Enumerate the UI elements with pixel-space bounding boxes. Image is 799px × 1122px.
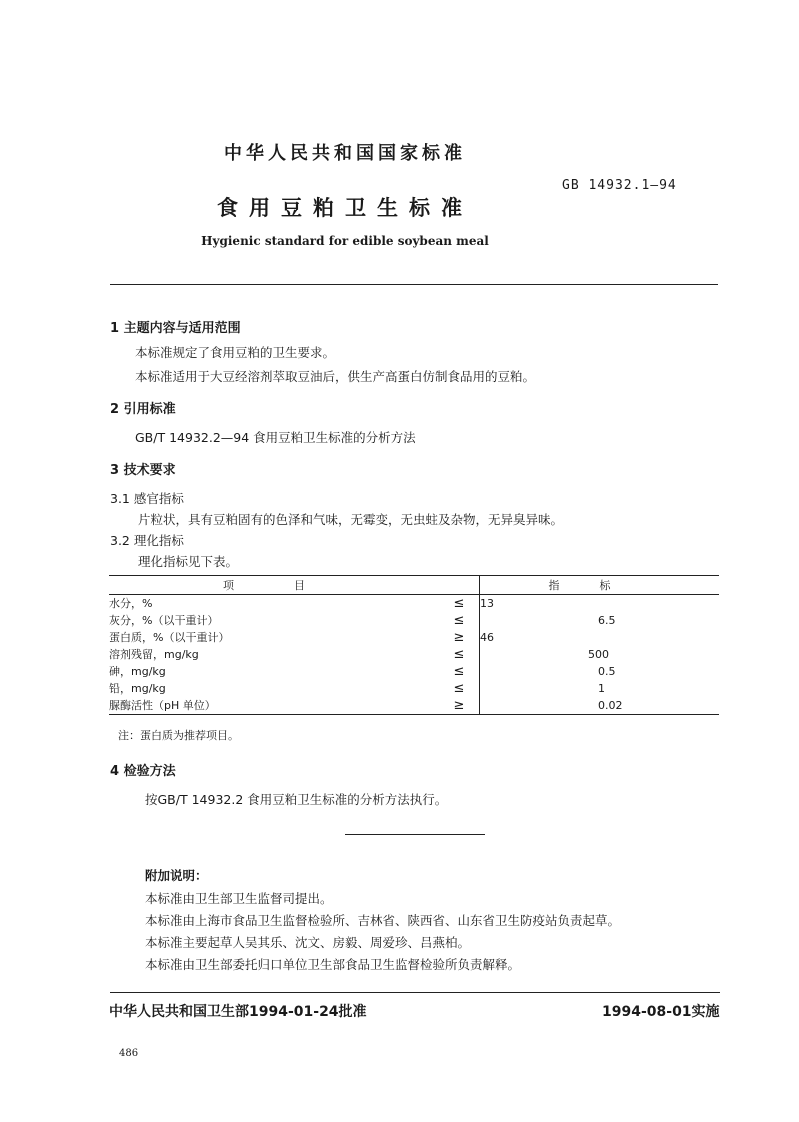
table-header-item: 项目 bbox=[109, 576, 480, 595]
table-row bbox=[109, 646, 719, 663]
row-operator: ≤ bbox=[453, 613, 465, 628]
approval-line: 中华人民共和国卫生部1994-01-24批准 bbox=[109, 1004, 367, 1020]
row-operator: ≤ bbox=[453, 681, 465, 696]
table-header-value: 指标 bbox=[480, 576, 720, 595]
section-3-1-heading: 3.1 感官指标 bbox=[110, 491, 184, 506]
row-operator: ≤ bbox=[453, 647, 465, 662]
section-1-heading: 1 主题内容与适用范围 bbox=[110, 321, 241, 336]
section-2-reference: GB/T 14932.2—94 食用豆粕卫生标准的分析方法 bbox=[135, 430, 416, 445]
table-row bbox=[109, 663, 719, 680]
row-value: 0.5 bbox=[480, 663, 720, 680]
footer-divider bbox=[110, 992, 720, 993]
section-3-2-text: 理化指标见下表。 bbox=[138, 554, 239, 569]
table-row bbox=[109, 612, 719, 629]
national-standard-heading: 中华人民共和国国家标准 bbox=[224, 143, 466, 164]
header-divider bbox=[110, 284, 718, 285]
row-value: 13 bbox=[480, 595, 720, 613]
document-title-english: Hygienic standard for edible soybean meal bbox=[201, 234, 489, 248]
appendix-heading: 附加说明： bbox=[145, 868, 208, 883]
section-end-divider bbox=[345, 834, 485, 835]
row-operator: ≥ bbox=[453, 630, 465, 645]
table-row bbox=[109, 595, 719, 613]
table-row bbox=[109, 697, 719, 715]
appendix-line: 本标准由上海市食品卫生监督检验所、吉林省、陕西省、山东省卫生防疫站负责起草。 bbox=[145, 913, 621, 928]
row-value: 46 bbox=[480, 629, 720, 646]
implementation-date: 1994-08-01实施 bbox=[602, 1004, 720, 1020]
row-item: 灰分，%（以干重计） bbox=[109, 614, 219, 627]
section-4-heading: 4 检验方法 bbox=[110, 764, 176, 779]
page-number: 486 bbox=[119, 1048, 139, 1059]
table-header-row bbox=[109, 576, 719, 595]
table-row bbox=[109, 629, 719, 646]
document-title: 食用豆粕卫生标准 bbox=[217, 196, 473, 220]
row-item: 蛋白质，%（以干重计） bbox=[109, 631, 230, 644]
row-item: 溶剂残留，mg/kg bbox=[109, 648, 199, 661]
row-operator: ≥ bbox=[439, 697, 480, 715]
physicochemical-table bbox=[109, 575, 719, 715]
row-item: 砷，mg/kg bbox=[109, 665, 166, 678]
row-operator: ≤ bbox=[453, 596, 465, 611]
appendix-line: 本标准由卫生部卫生监督司提出。 bbox=[145, 891, 333, 906]
appendix-line: 本标准由卫生部委托归口单位卫生部食品卫生监督检验所负责解释。 bbox=[145, 957, 521, 972]
table-note: 注：蛋白质为推荐项目。 bbox=[118, 729, 239, 742]
row-value: 1 bbox=[480, 680, 720, 697]
section-1-paragraph-1: 本标准规定了食用豆粕的卫生要求。 bbox=[135, 345, 336, 360]
row-value: 6.5 bbox=[480, 612, 720, 629]
section-3-heading: 3 技术要求 bbox=[110, 463, 176, 478]
standard-code: GB 14932.1—94 bbox=[562, 178, 677, 193]
section-3-1-text: 片粒状，具有豆粕固有的色泽和气味，无霉变，无虫蛀及杂物，无异臭异味。 bbox=[138, 512, 564, 527]
row-item: 脲酶活性（pH 单位） bbox=[109, 697, 439, 715]
section-1-paragraph-2: 本标准适用于大豆经溶剂萃取豆油后，供生产高蛋白仿制食品用的豆粕。 bbox=[135, 369, 536, 384]
section-2-heading: 2 引用标准 bbox=[110, 402, 176, 417]
row-item: 铅，mg/kg bbox=[109, 682, 166, 695]
row-item: 水分，% bbox=[109, 597, 153, 610]
section-4-text: 按GB/T 14932.2 食用豆粕卫生标准的分析方法执行。 bbox=[145, 792, 448, 807]
row-operator: ≤ bbox=[453, 664, 465, 679]
table-row bbox=[109, 680, 719, 697]
row-value: 500 bbox=[480, 646, 720, 663]
section-3-2-heading: 3.2 理化指标 bbox=[110, 533, 184, 548]
row-value: 0.02 bbox=[480, 697, 720, 715]
appendix-line: 本标准主要起草人吴其乐、沈文、房毅、周爱珍、吕燕柏。 bbox=[145, 935, 471, 950]
